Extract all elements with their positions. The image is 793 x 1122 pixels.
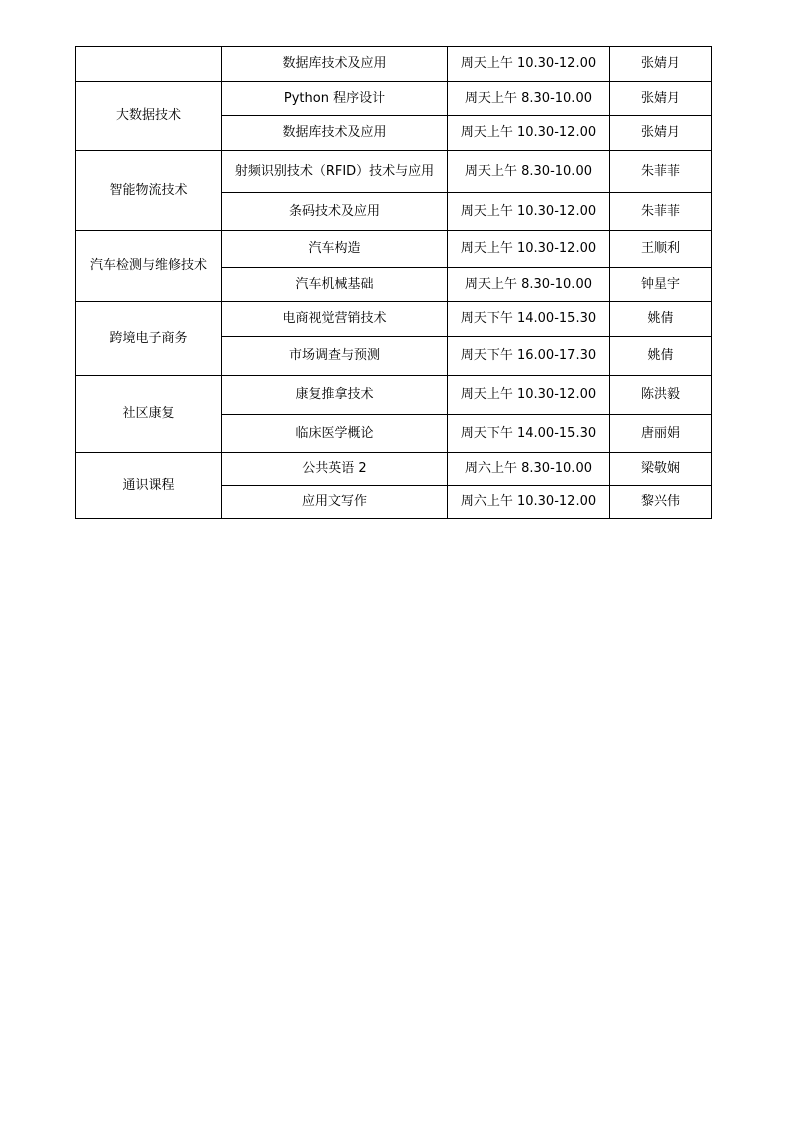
course-cell: 公共英语 2 (222, 453, 448, 486)
teacher-cell: 唐丽娟 (610, 415, 712, 453)
course-cell: 市场调查与预测 (222, 337, 448, 376)
course-cell: 汽车机械基础 (222, 268, 448, 302)
time-cell: 周天上午 10.30-12.00 (448, 116, 610, 151)
course-cell: 条码技术及应用 (222, 193, 448, 231)
course-cell: 应用文写作 (222, 486, 448, 519)
teacher-cell: 钟星宇 (610, 268, 712, 302)
time-cell: 周六上午 10.30-12.00 (448, 486, 610, 519)
teacher-cell: 黎兴伟 (610, 486, 712, 519)
teacher-cell: 朱菲菲 (610, 151, 712, 193)
table-row (76, 231, 712, 268)
teacher-cell: 张婧月 (610, 47, 712, 82)
time-cell: 周天下午 14.00-15.30 (448, 302, 610, 337)
time-cell: 周天上午 8.30-10.00 (448, 268, 610, 302)
course-cell: 临床医学概论 (222, 415, 448, 453)
major-cell: 跨境电子商务 (76, 302, 222, 376)
teacher-cell: 姚倩 (610, 302, 712, 337)
teacher-cell: 梁敬娴 (610, 453, 712, 486)
course-schedule-table (75, 46, 712, 519)
major-cell: 通识课程 (76, 453, 222, 519)
course-cell: 康复推拿技术 (222, 376, 448, 415)
course-cell: 汽车构造 (222, 231, 448, 268)
course-cell: 电商视觉营销技术 (222, 302, 448, 337)
teacher-cell: 陈洪毅 (610, 376, 712, 415)
time-cell: 周六上午 8.30-10.00 (448, 453, 610, 486)
major-cell: 智能物流技术 (76, 151, 222, 231)
time-cell: 周天下午 14.00-15.30 (448, 415, 610, 453)
table-row (76, 151, 712, 193)
time-cell: 周天下午 16.00-17.30 (448, 337, 610, 376)
teacher-cell: 张婧月 (610, 116, 712, 151)
time-cell: 周天上午 8.30-10.00 (448, 151, 610, 193)
table-row (76, 302, 712, 337)
teacher-cell: 王顺利 (610, 231, 712, 268)
time-cell: 周天上午 8.30-10.00 (448, 82, 610, 116)
table-row (76, 47, 712, 82)
teacher-cell: 姚倩 (610, 337, 712, 376)
major-cell: 大数据技术 (76, 82, 222, 151)
major-cell: 汽车检测与维修技术 (76, 231, 222, 302)
course-cell: Python 程序设计 (222, 82, 448, 116)
time-cell: 周天上午 10.30-12.00 (448, 231, 610, 268)
course-cell: 数据库技术及应用 (222, 47, 448, 82)
course-cell: 数据库技术及应用 (222, 116, 448, 151)
major-cell: 社区康复 (76, 376, 222, 453)
time-cell: 周天上午 10.30-12.00 (448, 376, 610, 415)
course-cell: 射频识别技术（RFID）技术与应用 (222, 151, 448, 193)
major-cell (76, 47, 222, 82)
time-cell: 周天上午 10.30-12.00 (448, 47, 610, 82)
teacher-cell: 朱菲菲 (610, 193, 712, 231)
teacher-cell: 张婧月 (610, 82, 712, 116)
table-row (76, 82, 712, 116)
table-row (76, 453, 712, 486)
time-cell: 周天上午 10.30-12.00 (448, 193, 610, 231)
table-row (76, 376, 712, 415)
